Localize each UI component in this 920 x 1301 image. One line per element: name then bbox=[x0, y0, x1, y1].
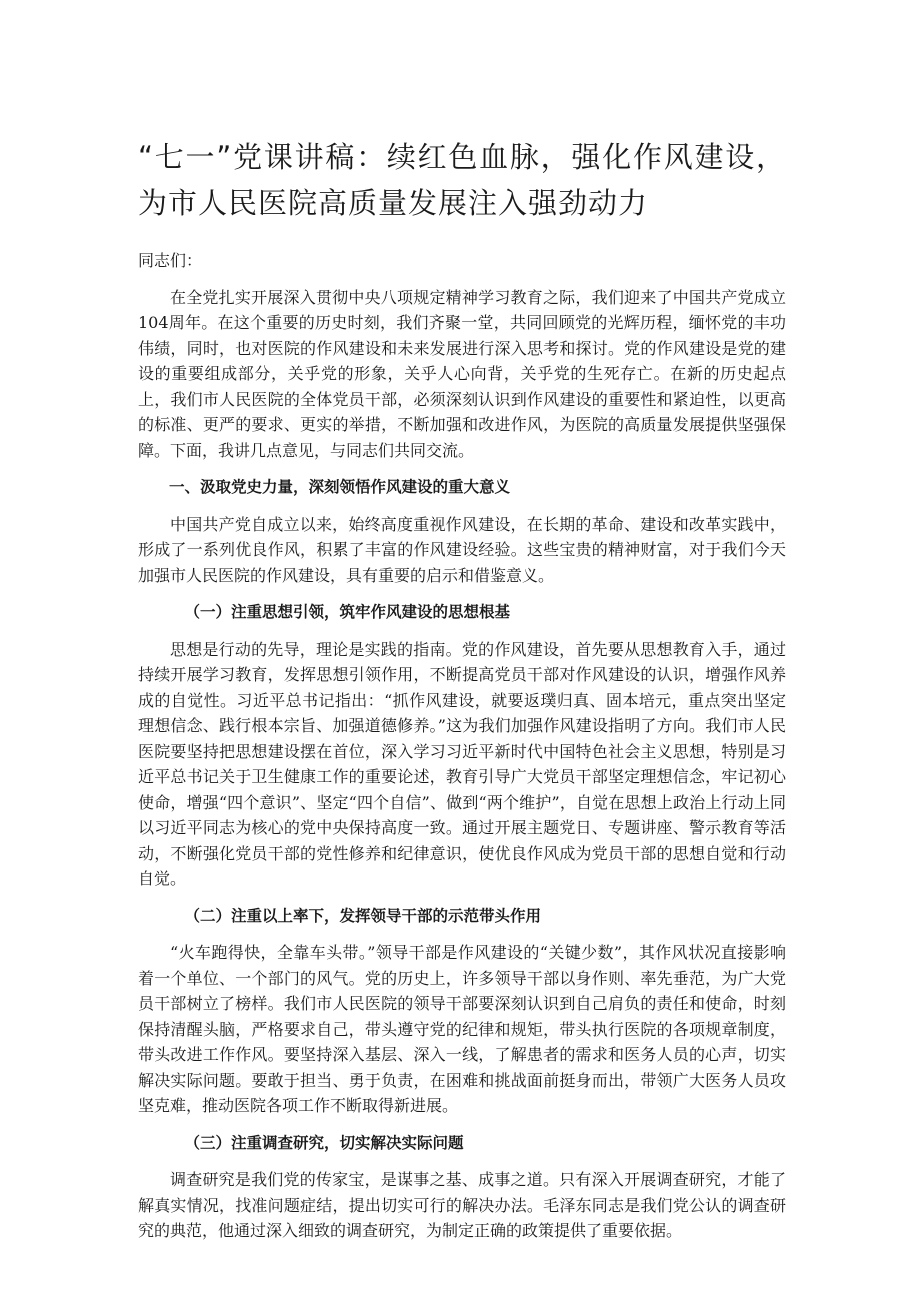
intro-paragraph: 在全党扎实开展深入贯彻中央八项规定精神学习教育之际，我们迎来了中国共产党成立104周年。在这个重要的历史时刻，我们齐聚一堂，共同回顾党的光辉历程，缅怀党的丰功伟绩，同时，也对医院的作风建设和未来发展进行深入思考和探讨。党的作风建设是党的建设的重要组成部分，关乎党的形象，关乎人心向背，关乎党的生死存亡。在新的历史起点上，我们市人民医院的全体党员干部，必须深刻认识到作风建设的重要性和紧迫性，以更高的标准、更严的要求、更实的举措，不断加强和改进作风，为医院的高质量发展提供坚强保障。下面，我讲几点意见，与同志们共同交流。 bbox=[138, 287, 786, 460]
document-body bbox=[138, 134, 786, 1244]
section-1-paragraph: 中国共产党自成立以来，始终高度重视作风建设，在长期的革命、建设和改革实践中，形成了一系列优良作风，积累了丰富的作风建设经验。这些宝贵的精神财富，对于我们今天加强市人民医院的作风建设，具有重要的启示和借鉴意义。 bbox=[138, 514, 786, 585]
subsection-heading-1: （一）注重思想引领，筑牢作风建设的思想根基 bbox=[184, 603, 511, 621]
subsection-2-paragraph: “火车跑得快，全靠车头带。”领导干部是作风建设的“关键少数”，其作风状况直接影响着一个单位、一个部门的风气。党的历史上，许多领导干部以身作则、率先垂范，为广大党员干部树立了榜样。我们市人民医院的领导干部要深刻认识到自己肩负的责任和使命，时刻保持清醒头脑，严格要求自己，带头遵守党的纪律和规矩，带头执行医院的各项规章制度，带头改进工作作风。要坚持深入基层、深入一线，了解患者的需求和医务人员的心声，切实解决实际问题。要敢于担当、勇于负责，在困难和挑战面前挺身而出，带领广大医务人员攻坚克难，推动医院各项工作不断取得新进展。 bbox=[138, 943, 786, 1115]
subsection-3-paragraph: 调查研究是我们党的传家宝，是谋事之基、成事之道。只有深入开展调查研究，才能了解真实情况，找准问题症结，提出切实可行的解决办法。毛泽东同志是我们党公认的调查研究的典范，他通过深入细致的调查研究，为制定正确的政策提供了重要依据。 bbox=[138, 1170, 786, 1240]
subsection-heading-3: （三）注重调查研究，切实解决实际问题 bbox=[184, 1133, 464, 1152]
subsection-1-paragraph: 思想是行动的先导，理论是实践的指南。党的作风建设，首先要从思想教育入手，通过持续开展学习教育，发挥思想引领作用，不断提高党员干部对作风建设的认识，增强作风养成的自觉性。习近平总书记指出：“抓作风建设，就要返璞归真、固本培元，重点突出坚定理想信念、践行根本宗旨、加强道德修养。”这为我们加强作风建设指明了方向。我们市人民医院要坚持把思想建设摆在首位，深入学习习近平新时代中国特色社会主义思想，特别是习近平总书记关于卫生健康工作的重要论述，教育引导广大党员干部坚定理想信念，牢记初心使命，增强“四个意识”、坚定“四个自信”、做到“两个维护”，自觉在思想上政治上行动上同以习近平同志为核心的党中央保持高度一致。通过开展主题党日、专题讲座、警示教育等活动，不断强化党员干部的党性修养和纪律意识，使优良作风成为党员干部的思想自觉和行动自觉。 bbox=[138, 639, 786, 888]
document-title: “七一”党课讲稿：续红色血脉，强化作风建设，为市人民医院高质量发展注入强劲动力 bbox=[138, 140, 786, 220]
salutation: 同志们： bbox=[138, 251, 203, 270]
subsection-heading-2: （二）注重以上率下，发挥领导干部的示范带头作用 bbox=[184, 906, 542, 925]
section-heading-1: 一、汲取党史力量，深刻领悟作风建设的重大意义 bbox=[169, 478, 511, 496]
